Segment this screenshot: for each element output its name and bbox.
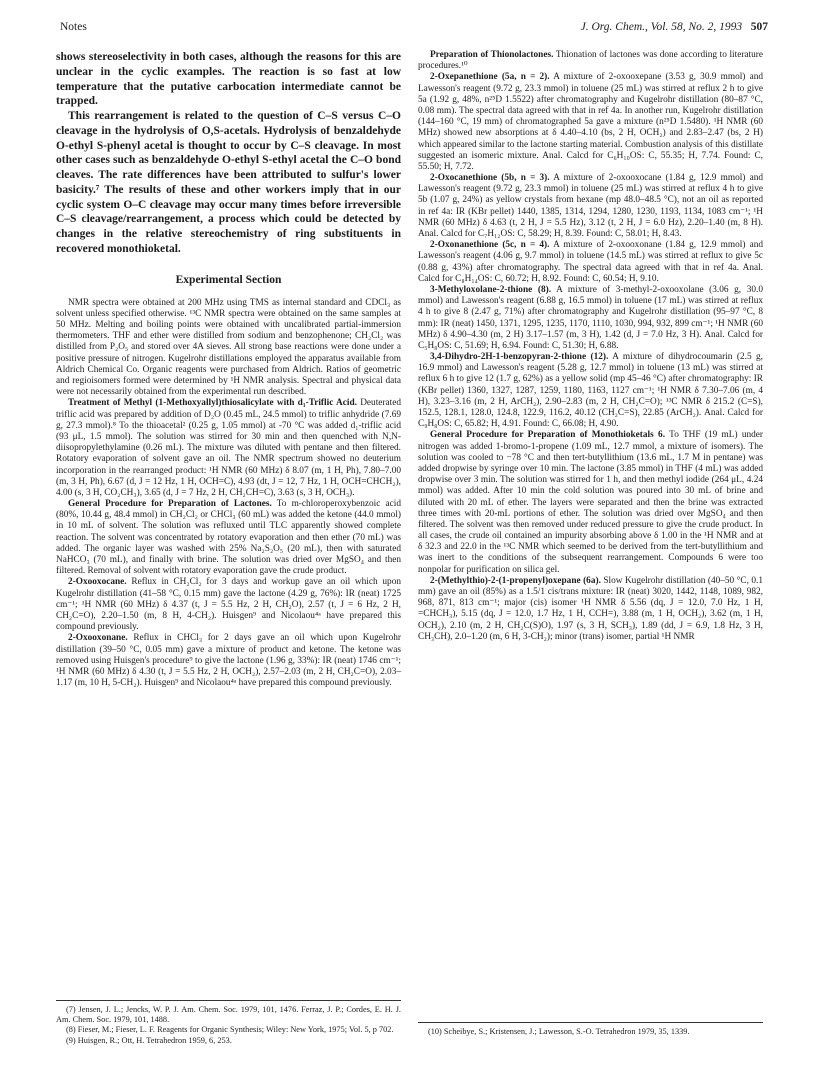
experimental-paragraph: Treatment of Methyl (1-Methoxyallyl)thiosalicylate with d₁-Triflic Acid. Deuterated triflic acid was prepared by addition of D₂O (0.45 mL, 24.5 mmol) to triflic anhydride (7.69 g, 27.3 mmol).⁸ To the thioacetal² (0.25 g, 1.05 mmol) at -70 °C was added d₁-triflic acid (93 μL, 1.5 mmol). The solution was stirred for 30 min and then quenched with N,N-diisopropylethylamine (0.26 mL). The mixture was diluted with pentane and then filtered. Rotatory evaporation of solvent gave an oil. The NMR spectrum showed no deuterium incorporation in the rearranged product: ¹H NMR (60 MHz) δ 8.07 (m, 1 H, Ph), 7.80–7.00 (m, 3 H, Ph), 6.67 (d, J = 12 Hz, 1 H, OCH=C), 4.93 (dt, J = 12, 7 Hz, 1 H, OCH=CHCH₂), 4.00 (s, 3 H, CO₂CH₃), 3.65 (d, J = 7 Hz, 2 H, CH₂CH=C), 3.63 (s, 3 H, OCH₃). — [56, 398, 401, 498]
experimental-paragraph: General Procedure for Preparation of Monothioketals 6. To THF (19 mL) under nitrogen was added 1-bromo-1-propene (1.09 mL, 12.7 mmol, a mixture of isomers). The solution was cooled to −78 °C and then tert-butyllithium (13.6 mL, 1.7 M in pentane) was added dropwise by syringe over 10 min. The lactone (3.85 mmol) in THF (4 mL) was added dropwise over 3 min. The solution was stirred for 1 h, and then methyl iodide (264 μL, 4.24 mmol) was added. After 10 min the cold solution was poured into 30 mL of brine and diluted with 20 mL of ether. The layers were separated and then the brine was extracted three times with 20-mL portions of ether. The solution was dried over MgSO₄ and then filtered. The solvent was then removed under reduced pressure to give the crude product. In all cases, the crude oil contained an impurity absorbing above δ 1.00 in the ¹H NMR and at δ 32.3 and 22.0 in the ¹³C NMR which seemed to be derived from the tert-butyllithium and was inert to the conditions of the subsequent rearrangement. Compounds 6 were too nonpolar for purification on silica gel. — [418, 430, 764, 575]
page-number: 507 — [750, 21, 768, 33]
footnotes-right — [418, 1022, 763, 1037]
run-in-heading: 2-(Methylthio)-2-(1-propenyl)oxepane (6a). — [430, 575, 601, 586]
footnotes-left — [56, 1000, 401, 1046]
experimental-paragraph: 2-Oxooxonane. Reflux in CHCl₃ for 2 days gave an oil which upon Kugelrohr distillation (39–50 °C, 0.05 mm) gave a mixture of product and ketone. The ketone was removed using Huisgen's procedure⁹ to give the lactone (1.96 g, 33%): IR (neat) 1746 cm⁻¹; ¹H NMR (60 MHz) δ 4.30 (t, J = 5.5 Hz, 2 H, OCH₂), 2.57–2.03 (m, 2 H, CH₂C=O), 2.03–1.17 (m, 10 H, 5-CH₂). Huisgen⁹ and Nicolaou⁴ᵃ have prepared this compound previously. — [56, 633, 401, 689]
run-in-heading: 3,4-Dihydro-2H-1-benzopyran-2-thione (12). — [430, 352, 609, 363]
run-in-heading: 3-Methyloxolane-2-thione (8). — [430, 284, 552, 295]
run-in-heading: 2-Oxepanethione (5a, n = 2). — [430, 72, 550, 83]
experimental-paragraph: NMR spectra were obtained at 200 MHz using TMS as internal standard and CDCl₃ as solvent unless specified otherwise. ¹³C NMR spectra were obtained on the same samples at 50 MHz. Melting and boiling points were obtained with uncalibrated partial-immersion thermometers. THF and ether were distilled from sodium and benzophenone; CH₂Cl₂ was distilled from P₂O₅ and stored over 4A sieves. All strong base reactions were done under a positive pressure of nitrogen. Kugelrohr distillations employed the apparatus available from Aldrich Chemical Co. Organic reagents were purchased from Aldrich. Ratios of geometric and regioisomers formed were determined by ¹H NMR analysis. Spectral and physical data were not necessarily obtained from the experimental run described. — [56, 297, 401, 398]
run-in-heading: 2-Oxocanethione (5b, n = 3). — [430, 173, 550, 184]
left-column — [56, 50, 401, 689]
running-head-left: Notes — [60, 21, 87, 33]
section-title: Experimental Section — [175, 273, 282, 286]
footnote: (7) Jensen, J. L.; Jencks, W. P. J. Am. Chem. Soc. 1979, 101, 1476. Ferraz, J. P.; Cordes, E. H. J. Am. Chem. Soc. 1979, 101, 1488. — [56, 1005, 401, 1025]
experimental-paragraph: 3-Methyloxolane-2-thione (8). A mixture of 3-methyl-2-oxooxolane (3.06 g, 30.0 mmol) and Lawesson's reagent (6.88 g, 16.5 mmol) in toluene (17 mL) was stirred at reflux 4 h to give 8 (2.47 g, 71%) after chromatography and Kugelrohr distillation (95–97 °C, 8 mm): IR (neat) 1450, 1371, 1295, 1235, 1170, 1110, 1030, 994, 932, 899 cm⁻¹; ¹H NMR (60 MHz) δ 4.90–4.30 (m, 2 H) 3.17–1.57 (m, 3 H), 1.42 (d, J = 7.0 Hz, 3 H). Anal. Calcd for C₅H₈OS: C, 51.69; H, 6.94. Found: C, 51.30; H, 6.88. — [418, 284, 763, 351]
run-in-heading: 2-Oxooxocane. — [68, 577, 127, 588]
journal-citation: J. Org. Chem., Vol. 58, No. 2, 1993 — [580, 21, 743, 33]
footnote-rule — [56, 1000, 401, 1001]
right-column — [418, 50, 763, 643]
experimental-paragraph: 2-Oxepanethione (5a, n = 2). A mixture of 2-oxooxepane (3.53 g, 30.9 mmol) and Lawesson's reagent (9.72 g, 23.3 mmol) in toluene (25 mL) was stirred at reflux 2 h to give 5a (1.92 g, 48%, n²⁵D 1.5522) after chromatography and Kugelrohr distillation (80–87 °C, 0.08 mm). The spectral data agreed with that in ref 4a. In another run, Kugelrohr distillation (144–160 °C, 19 mm) of chromatographed 5a gave a mixture (n²⁵D 1.5480). ¹H NMR (60 MHz) showed new absorptions at δ 4.40–4.10 (bs, 2 H, OCH₂) and 2.83–2.47 (bs, 2 H) which appeared similar to the lactone starting material. Combustion analysis of this distillate suggested an isomeric mixture. Anal. Calcd for C₆H₁₀OS: C, 55.35; H, 7.74. Found: C, 55.50; H, 7.72. — [418, 72, 763, 172]
experimental-paragraph: 2-Oxonanethione (5c, n = 4). A mixture of 2-oxooxonane (1.84 g, 12.9 mmol) and Lawesson's reagent (4.06 g, 9.7 mmol) in toluene (14.5 mL) was stirred at reflux to give 5c (0.88 g, 43%) after chromatography. The spectral data agreed with that in ref 4a. Anal. Calcd for C₈H₁₄OS: C, 60.72; H, 8.92. Found: C, 60.54; H, 9.10. — [418, 240, 764, 284]
experimental-paragraph: 2-(Methylthio)-2-(1-propenyl)oxepane (6a). Slow Kugelrohr distillation (40–50 °C, 0.1 mm) gave an oil (85%) as a 1.5/1 cis/trans mixture: IR (neat) 3020, 1442, 1148, 1089, 982, 968, 871, 813 cm⁻¹; major (cis) isomer ¹H NMR δ 5.56 (dq, J = 12.0, 7.0 Hz, 1 H, =CHCH₃), 5.15 (dq, J = 12.0, 1.7 Hz, 1 H, CCH=), 3.88 (m, 1 H, OCH₂), 3.62 (m, 1 H, OCH₂), 2.10 (m, 2 H, CH₂C(S)O), 1.97 (s, 3 H, SCH₃), 1.89 (dd, J = 6.9, 1.8 Hz, 3 H, CH₃CH), 2.0–1.20 (m, 6 H, 3-CH₂); minor (trans) isomer, partial ¹H NMR — [418, 575, 763, 642]
running-head-right — [581, 20, 768, 34]
run-in-heading: General Procedure for Preparation of Lactones. — [68, 499, 272, 510]
run-in-heading: 2-Oxonanethione (5c, n = 4). — [430, 240, 550, 251]
experimental-paragraph: 2-Oxocanethione (5b, n = 3). A mixture of 2-oxooxocane (1.84 g, 12.9 mmol) and Lawesson's reagent (9.72 g, 23.3 mmol) in toluene (25 mL) was stirred at reflux 4 h to give 5b (1.07 g, 24%) as yellow crystals from hexane (mp 48.0–48.5 °C), not an oil as reported in ref 4a: IR (KBr pellet) 1440, 1385, 1314, 1294, 1280, 1230, 1193, 1134, 1083 cm⁻¹; ¹H NMR (60 MHz) δ 4.63 (t, 2 H, J = 5.5 Hz), 3.12 (t, 2 H, J = 6.0 Hz), 2.20–1.40 (m, 8 H). Anal. Calcd for C₇H₁₂OS: C, 58.29; H, 8.39. Found: C, 58.01; H, 8.43. — [418, 173, 763, 239]
run-in-heading: General Procedure for Preparation of Monothioketals 6. — [430, 430, 666, 441]
footnote: (10) Scheibye, S.; Kristensen, J.; Lawesson, S.-O. Tetrahedron 1979, 35, 1339. — [428, 1027, 690, 1036]
footnote-rule — [418, 1022, 763, 1023]
experimental-paragraph: 2-Oxooxocane. Reflux in CH₂Cl₂ for 3 days and workup gave an oil which upon Kugelrohr distillation (41–58 °C, 0.15 mm) gave the lactone (4.29 g, 76%): IR (neat) 1725 cm⁻¹; ¹H NMR (60 MHz) δ 4.37 (t, J = 5.5 Hz, 2 H, CH₂O), 2.57 (t, J = 6 Hz, 2 H, CH₂C=O), 2.20–1.50 (m, 8 H, 4-CH₂). Huisgen⁹ and Nicolaou⁴ᵃ have prepared this compound previously. — [56, 577, 401, 633]
intro-paragraph: This rearrangement is related to the question of C–S versus C–O cleavage in the hydrolysis of O,S-acetals. Hydrolysis of benzaldehyde O-ethyl S-phenyl acetal is thought to occur by C–S cleavage. In most other cases such as benzaldehyde O-ethyl S-ethyl acetal the C–O bond cleaves. The rate differences have been attributed to sulfur's lower basicity.⁷ The results of these and other workers imply that in our cyclic system O–C cleavage may occur many times before irreversible C–S cleavage/rearrangement, a process which could be detected by changes in the relative stereochemistry of ring substituents in recovered monothioketal. — [56, 110, 401, 255]
experimental-paragraph: Preparation of Thionolactones. Thionation of lactones was done according to literature procedures.¹⁰ — [418, 50, 764, 72]
intro-paragraph: shows stereoselectivity in both cases, although the reasons for this are unclear in the cyclic examples. The reaction is so fast at low temperature that the putative carbocation intermediate cannot be trapped. — [56, 51, 401, 108]
experimental-paragraph: General Procedure for Preparation of Lactones. To m-chloroperoxybenzoic acid (80%, 10.44 g, 48.4 mmol) in CH₂Cl₂ or CHCl₃ (60 mL) was added the ketone (44.0 mmol) in 10 mL of solvent. The solution was refluxed until TLC apparently showed complete reaction. The solvent was concentrated by rotatory evaporation and then ether (70 mL) was added. The organic layer was washed with 25% Na₂S₂O₅ (20 mL), then with saturated NaHCO₃ (70 mL), and finally with brine. The solution was dried over MgSO₄ and then filtered. Removal of solvent with rotatory evaporation gave the crude product. — [56, 499, 401, 577]
run-in-heading: Treatment of Methyl (1-Methoxyallyl)thiosalicylate with d₁-Triflic Acid. — [68, 398, 357, 409]
run-in-heading: 2-Oxooxonane. — [68, 633, 128, 644]
footnote: (9) Huisgen, R.; Ott, H. Tetrahedron 1959, 6, 253. — [66, 1035, 232, 1045]
footnote: (8) Fieser, M.; Fieser, L. F. Reagents for Organic Synthesis; Wiley: New York, 1975; Vol. 5, p 702. — [66, 1025, 394, 1035]
run-in-heading: Preparation of Thionolactones. — [430, 50, 554, 60]
experimental-paragraph: 3,4-Dihydro-2H-1-benzopyran-2-thione (12). A mixture of dihydrocoumarin (2.5 g, 16.9 mmol) and Lawesson's reagent (5.28 g, 12.7 mmol) in toluene (13 mL) was stirred at reflux 6 h to give 12 (1.7 g, 62%) as a yellow solid (mp 45–46 °C) after chromatography: IR (KBr pellet) 1360, 1327, 1287, 1259, 1180, 1163, 1127 cm⁻¹; ¹H NMR δ 7.30–7.06 (m, 4 H), 3.23–3.16 (m, 2 H, ArCH₂), 2.90–2.83 (m, 2 H, CH₂C=O); ¹³C NMR δ 215.2 (C=S), 152.5, 128.1, 128.0, 124.8, 122.9, 116.2, 40.12 (CH₂C=S), 22.85 (ArCH₂). Anal. Calcd for C₉H₈OS: C, 65.82; H, 4.91. Found: C, 66.08; H, 4.90. — [418, 352, 763, 430]
